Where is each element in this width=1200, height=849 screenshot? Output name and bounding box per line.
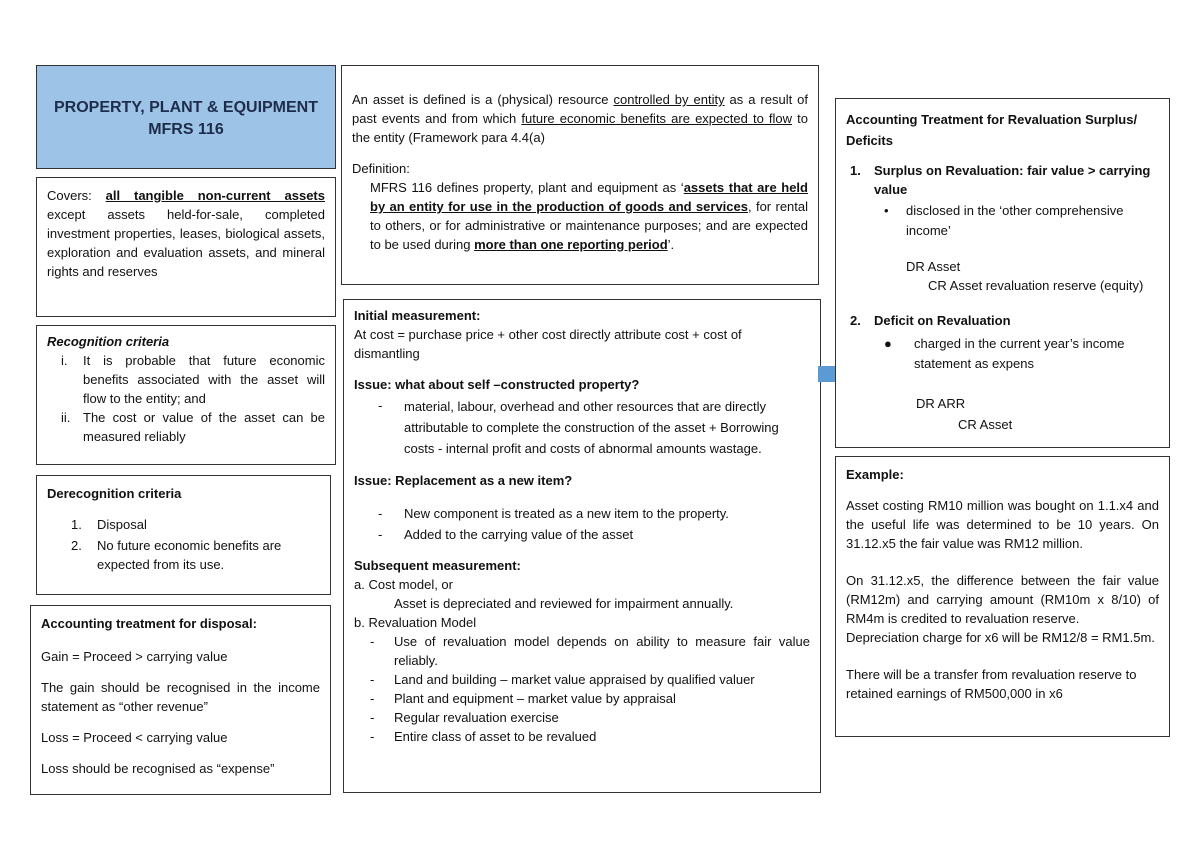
- revaluation-box: [835, 98, 1170, 448]
- surplus-item: 1. Surplus on Revaluation: fair value > carrying value: [850, 163, 1151, 197]
- covers-bold-text: all tangible non-current assets: [105, 188, 325, 203]
- definition-text: MFRS 116 defines property, plant and equipment as ‘assets that are held by an entity for use in the production of goods and services, for rental to others, or for administrative or maintenance purposes; and are expected to be used during more than one reporting period’.: [370, 180, 809, 252]
- list-item: - New component is treated as a new item to the property.: [378, 506, 729, 521]
- list-item: - Plant and equipment – market value by appraisal: [370, 691, 676, 706]
- list-item: • disclosed in the ‘other comprehensive income’: [884, 201, 1159, 241]
- list-item: ● charged in the current year’s income statement as expens: [884, 334, 1159, 374]
- list-item: - material, labour, overhead and other resources that are directly attributable to complete the construction of the asset + Borrowing costs - internal profit and costs of abnormal amounts wastage.: [378, 398, 779, 456]
- asset-definition: An asset is defined is a (physical) resource controlled by entity as a result of past events and from which future economic benefits are expected to flow to the entity (Framework para 4.4(a): [352, 92, 809, 145]
- surplus-cr: CR Asset revaluation reserve (equity): [928, 278, 1144, 293]
- list-item: - Use of revaluation model depends on ability to measure fair value reliably.: [370, 634, 810, 668]
- list-item: - Land and building – market value appraised by qualified valuer: [370, 672, 755, 687]
- disposal-box: [30, 605, 331, 795]
- issue-self-constructed: Issue: what about self –constructed property?: [354, 377, 640, 392]
- recognition-heading: Recognition criteria: [47, 334, 170, 349]
- asset-definition-box: [341, 65, 819, 285]
- derecognition-box: [36, 475, 331, 595]
- page-subtitle: MFRS 116: [148, 121, 224, 138]
- deficit-cr: CR Asset: [958, 417, 1013, 432]
- disposal-heading: Accounting treatment for disposal:: [41, 616, 257, 631]
- issue-replacement: Issue: Replacement as a new item?: [354, 473, 573, 488]
- cost-model-text: Asset is depreciated and reviewed for impairment annually.: [394, 596, 734, 611]
- revaluation-heading: Accounting Treatment for Revaluation Surplus/ Deficits: [846, 112, 1138, 148]
- example-paragraph: retained earnings of RM500,000 in x6: [846, 686, 1063, 701]
- list-item: 1. Disposal: [71, 517, 147, 532]
- list-item: - Added to the carrying value of the asset: [378, 527, 634, 542]
- list-item: - Regular revaluation exercise: [370, 710, 559, 725]
- gain-text: Gain = Proceed > carrying value: [41, 649, 228, 664]
- deficit-dr: DR ARR: [916, 396, 966, 411]
- example-box: [835, 456, 1170, 737]
- covers-box: [36, 177, 336, 317]
- covers-text: except assets held-for-sale, completed investment properties, leases, biological assets, exploration and evaluation assets, and mineral rights and reserves: [47, 207, 325, 279]
- initial-text: At cost = purchase price + other cost directly attribute cost + cost of dismantling: [354, 327, 742, 361]
- measurement-box: [343, 299, 821, 793]
- subsequent-heading: Subsequent measurement:: [354, 558, 521, 573]
- example-paragraph: On 31.12.x5, the difference between the fair value (RM12m) and carrying amount (RM10m x 8/10) of RM4m is credited to revaluation reserve.: [846, 573, 1159, 626]
- recognition-box: [36, 325, 336, 465]
- cost-model: a. Cost model, or: [354, 577, 453, 592]
- example-heading: Example:: [846, 467, 904, 482]
- page-title: PROPERTY, PLANT & EQUIPMENT: [53, 99, 319, 116]
- loss-recognition: Loss should be recognised as “expense”: [41, 761, 275, 776]
- bullet-icon: •: [884, 203, 889, 218]
- list-item: - Entire class of asset to be revalued: [370, 729, 597, 744]
- example-paragraph: Depreciation charge for x6 will be RM12/8 = RM1.5m.: [846, 630, 1155, 645]
- definition-label: Definition:: [352, 161, 410, 176]
- list-item: 2. No future economic benefits are expected from its use.: [71, 538, 282, 572]
- derecognition-heading: Derecognition criteria: [47, 486, 182, 501]
- list-item: ii. The cost or value of the asset can be measured reliably: [61, 410, 325, 444]
- loss-text: Loss = Proceed < carrying value: [41, 730, 228, 745]
- title-box: [36, 65, 336, 169]
- gain-recognition: The gain should be recognised in the income statement as “other revenue”: [41, 680, 320, 714]
- deficit-item: 2. Deficit on Revaluation: [850, 313, 1011, 328]
- example-paragraph: There will be a transfer from revaluation reserve to: [846, 667, 1137, 682]
- bullet-icon: ●: [884, 336, 892, 351]
- initial-heading: Initial measurement:: [354, 308, 481, 323]
- covers-label: Covers:: [47, 188, 92, 203]
- example-paragraph: Asset costing RM10 million was bought on 1.1.x4 and the useful life was determined to be 10 years. On 31.12.x5 the fair value was RM12 million.: [846, 498, 1159, 551]
- revaluation-model: b. Revaluation Model: [354, 615, 477, 630]
- list-item: i. It is probable that future economic benefits associated with the asset will flow to the entity; and: [61, 353, 325, 406]
- surplus-dr: DR Asset: [906, 259, 961, 274]
